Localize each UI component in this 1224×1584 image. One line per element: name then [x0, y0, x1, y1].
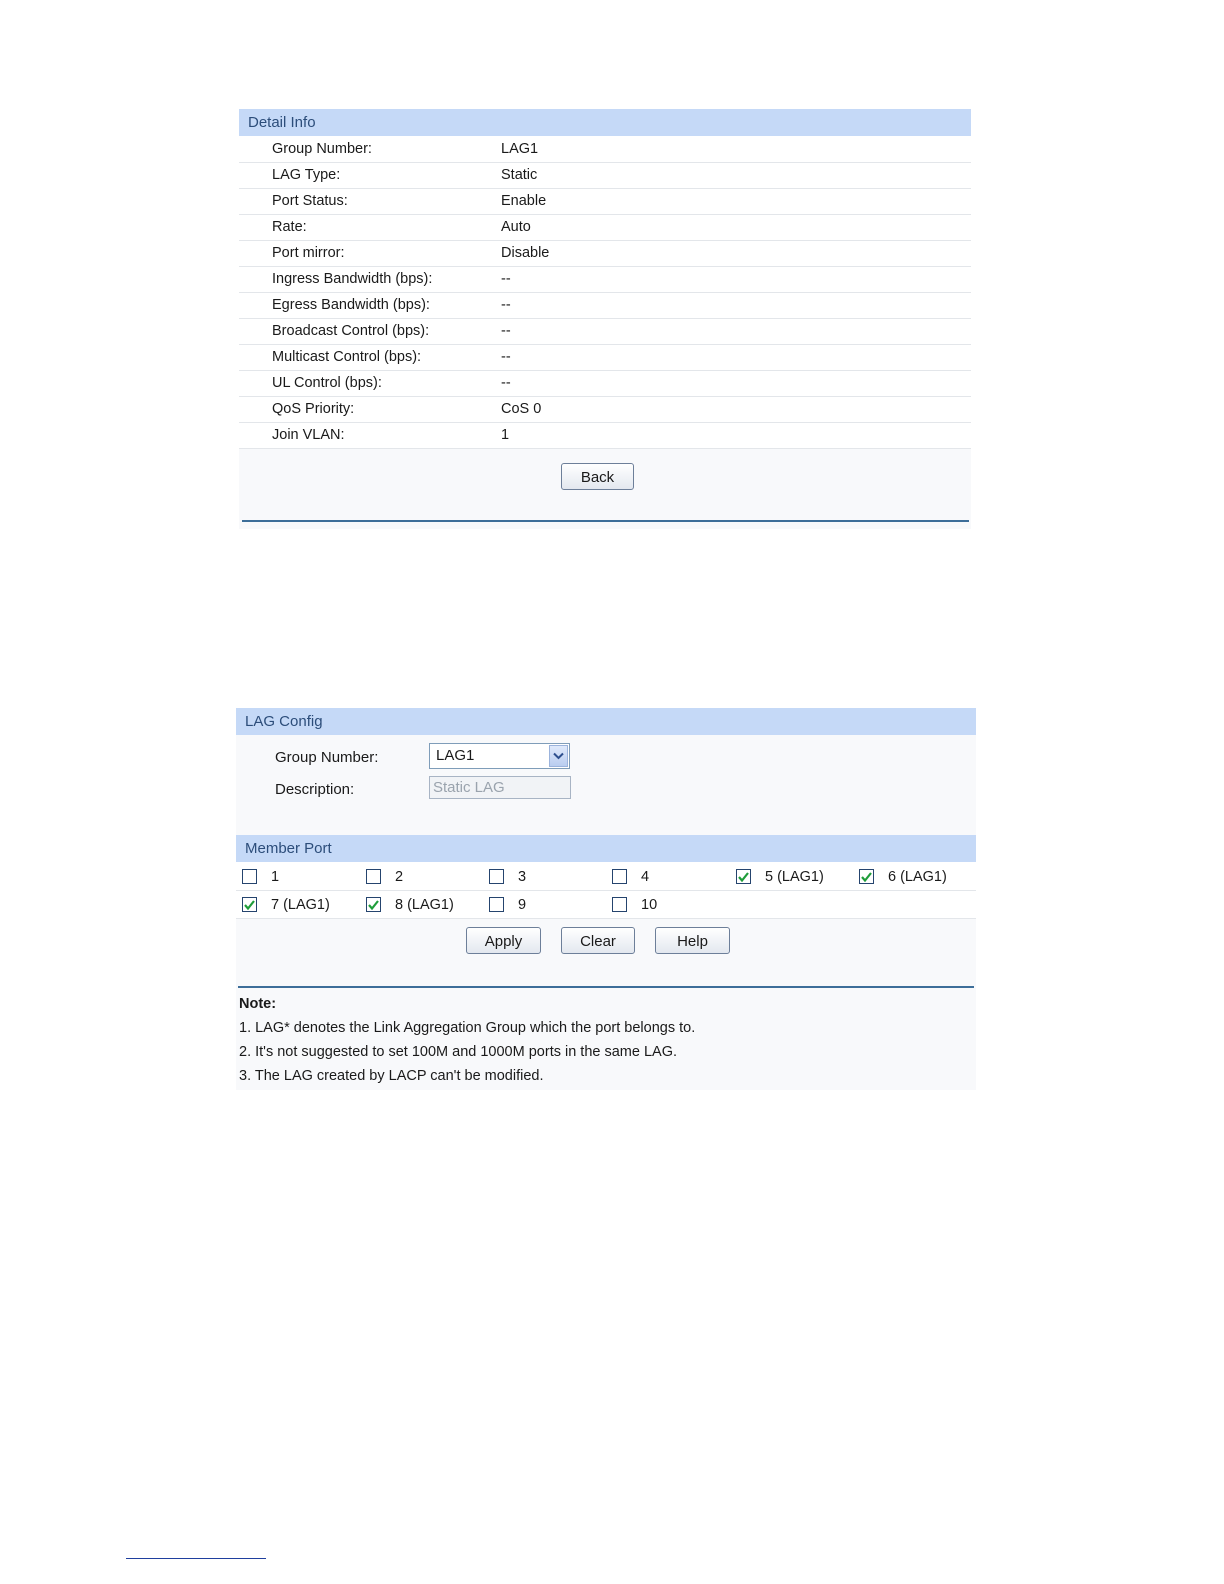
port-checkbox-item[interactable] [612, 891, 657, 918]
detail-label: LAG Type: [272, 167, 341, 183]
note-line-1: 1. LAG* denotes the Link Aggregation Group which the port belongs to. [239, 1020, 696, 1036]
detail-value: 1 [501, 427, 510, 443]
lag-config-panel [236, 708, 976, 1090]
detail-row [239, 292, 971, 318]
detail-value: LAG1 [501, 140, 539, 157]
help-button[interactable]: Help [655, 927, 730, 954]
detail-label: Group Number: [272, 140, 372, 157]
note-title: Note: [239, 996, 277, 1012]
detail-info-panel [239, 109, 971, 529]
detail-value: Enable [501, 193, 547, 209]
detail-row [239, 344, 971, 370]
port-row [236, 863, 976, 891]
detail-row [239, 370, 971, 396]
port-checkbox-item[interactable] [736, 863, 824, 890]
port-checkbox-item[interactable] [242, 891, 330, 918]
check-icon [861, 872, 872, 882]
detail-value: Disable [501, 245, 550, 261]
detail-label: Rate: [272, 219, 307, 235]
detail-label: Broadcast Control (bps): [272, 323, 430, 339]
chevron-down-icon[interactable] [549, 745, 568, 767]
footer-line [126, 1558, 266, 1559]
member-port-header: Member Port [236, 835, 976, 862]
detail-value: -- [501, 349, 511, 365]
port-label: 6 (LAG1) [888, 868, 947, 885]
port-checkbox[interactable] [489, 897, 504, 912]
port-checkbox[interactable] [736, 869, 751, 884]
port-checkbox-item[interactable] [612, 863, 649, 890]
port-checkbox[interactable] [612, 869, 627, 884]
port-label: 4 [641, 868, 650, 885]
port-checkbox[interactable] [859, 869, 874, 884]
detail-row [239, 240, 971, 266]
note-line-3: 3. The LAG created by LACP can't be modified. [239, 1068, 544, 1084]
detail-info-header: Detail Info [239, 109, 971, 136]
detail-row [239, 162, 971, 188]
apply-button[interactable]: Apply [466, 927, 541, 954]
detail-label: Ingress Bandwidth (bps): [272, 271, 433, 287]
detail-value: CoS 0 [501, 401, 542, 417]
clear-button[interactable]: Clear [561, 927, 635, 954]
description-input[interactable]: Static LAG [429, 776, 571, 799]
detail-label: Port Status: [272, 193, 348, 209]
port-checkbox[interactable] [366, 869, 381, 884]
port-checkbox[interactable] [242, 897, 257, 912]
check-icon [738, 872, 749, 882]
detail-value: -- [501, 271, 511, 287]
port-checkbox[interactable] [489, 869, 504, 884]
port-label: 10 [641, 896, 658, 913]
check-icon [368, 900, 379, 910]
back-button[interactable]: Back [561, 463, 634, 490]
detail-row [239, 188, 971, 214]
detail-value: Static [501, 167, 538, 183]
detail-info-table [239, 136, 971, 449]
detail-label: Egress Bandwidth (bps): [272, 297, 430, 313]
port-label: 8 (LAG1) [395, 896, 454, 913]
note-line-2: 2. It's not suggested to set 100M and 1000M ports in the same LAG. [239, 1044, 678, 1060]
port-label: 3 [518, 868, 527, 885]
detail-label: Join VLAN: [272, 427, 345, 443]
check-icon [244, 900, 255, 910]
port-label: 9 [518, 896, 527, 913]
group-number-selected: LAG1 [436, 747, 475, 764]
detail-row [239, 214, 971, 240]
detail-value: -- [501, 323, 511, 339]
detail-row [239, 266, 971, 292]
group-number-select[interactable] [429, 743, 570, 769]
port-checkbox[interactable] [366, 897, 381, 912]
port-checkbox-item[interactable] [489, 863, 526, 890]
detail-row [239, 136, 971, 162]
port-checkbox-item[interactable] [859, 863, 947, 890]
divider-line [238, 986, 974, 988]
port-checkbox-item[interactable] [366, 891, 454, 918]
detail-label: UL Control (bps): [272, 375, 382, 391]
group-number-label: Group Number: [275, 749, 379, 766]
detail-value: Auto [501, 219, 531, 235]
port-label: 7 (LAG1) [271, 896, 330, 913]
divider-line [242, 520, 969, 522]
port-label: 1 [271, 868, 280, 885]
port-checkbox-item[interactable] [242, 863, 279, 890]
detail-row [239, 396, 971, 422]
port-checkbox[interactable] [612, 897, 627, 912]
port-checkbox-item[interactable] [366, 863, 403, 890]
detail-row [239, 318, 971, 344]
port-checkbox[interactable] [242, 869, 257, 884]
description-label: Description: [275, 781, 355, 798]
port-label: 2 [395, 868, 404, 885]
detail-row [239, 422, 971, 448]
port-checkbox-item[interactable] [489, 891, 526, 918]
detail-label: Multicast Control (bps): [272, 349, 422, 365]
lag-config-header: LAG Config [236, 708, 976, 735]
member-port-grid [236, 862, 976, 918]
port-row [236, 891, 976, 919]
detail-value: -- [501, 375, 511, 391]
detail-label: Port mirror: [272, 245, 345, 261]
detail-label: QoS Priority: [272, 401, 355, 417]
port-label: 5 (LAG1) [765, 868, 824, 885]
detail-value: -- [501, 297, 511, 313]
